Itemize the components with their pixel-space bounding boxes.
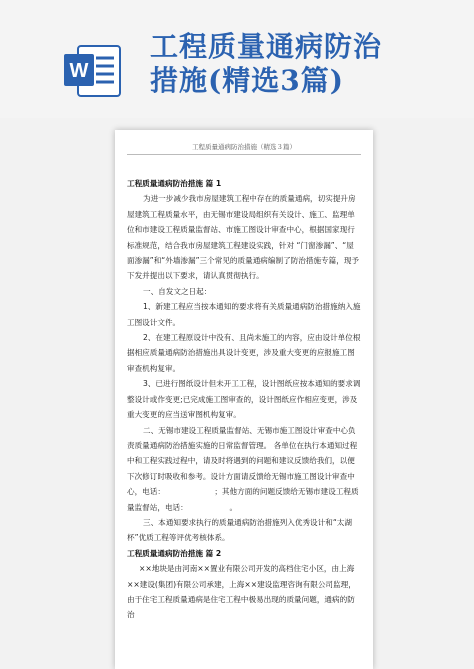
paragraph: ××地块是由河南××置业有限公司开发的高档住宅小区，由上海××建设(集团)有限公司承建，上海××建设监理咨询有限公司监理，由于住宅工程质量通病是住宅工程中极易出现的质量问题，通病的防治 [127,564,356,620]
paragraph: 1、新建工程应当按本通知的要求将有关质量通病防治措施纳入施工图设计文件。 [127,302,361,327]
title-line-2: 措施(精选3篇) [150,64,344,97]
title-line-1: 工程质量通病防治 [150,30,383,63]
word-document-icon [62,42,124,100]
section-heading: 工程质量通病防治措施 篇 1 [127,179,222,188]
paragraph: 二、无锡市建设工程质量监督站、无锡市施工图设计审查中心负责质量通病防治措施实施的日常监督管理。 各单位在执行本通知过程中和工程实践过程中，请及时将遇到的问题和建议反馈给我们，以便下次修订时吸收和参考。设计方面请反馈给无锡市施工图设计审查中心，电话： ；其他方面的问题反馈给无锡市建设工程质量监督站，电话： 。 [127,425,359,512]
document-page [115,130,373,669]
section-heading: 工程质量通病防治措施 篇 2 [127,548,222,558]
document-body [127,176,361,623]
paragraph: 三、本通知要求执行的质量通病防治措施列入优秀设计和“太湖杯”优质工程等评优考核体系。 [127,517,352,543]
running-header: 工程质量通病防治措施（精选３篇） [192,143,296,151]
paragraph: 2、在建工程原设计中没有、且尚未施工的内容，应由设计单位根据相应质量通病防治措施出具设计变更，涉及重大变更的应报施工图审查机构复审。 [127,333,361,373]
paragraph: 为进一步减少我市房屋建筑工程中存在的质量通病，切实提升房屋建筑工程质量水平，由无锡市建设局组织有关设计、施工、监理单位和市建设工程质量监督站、市施工图设计审查中心，根据国家现行标准规范，结合我市房屋建筑工程建设实践，针对 “门窗渗漏”、“屋面渗漏”和“外墙渗漏”三个常见的质量通病编制了防治措施专篇，现予下发并提出以下要求，请认真贯彻执行。 [127,194,360,281]
page-title [150,30,460,98]
header-rule [127,154,361,155]
paragraph: 3、已进行图纸设计但未开工工程，设计图纸应按本通知的要求调整设计或作变更;已完成施工图审查的，设计图纸应作相应变更，涉及重大变更的应当送审图机构复审。 [127,379,361,420]
title-banner [0,0,474,118]
word-icon-letter: W [69,60,89,82]
paragraph: 一、自发文之日起： [143,286,212,296]
